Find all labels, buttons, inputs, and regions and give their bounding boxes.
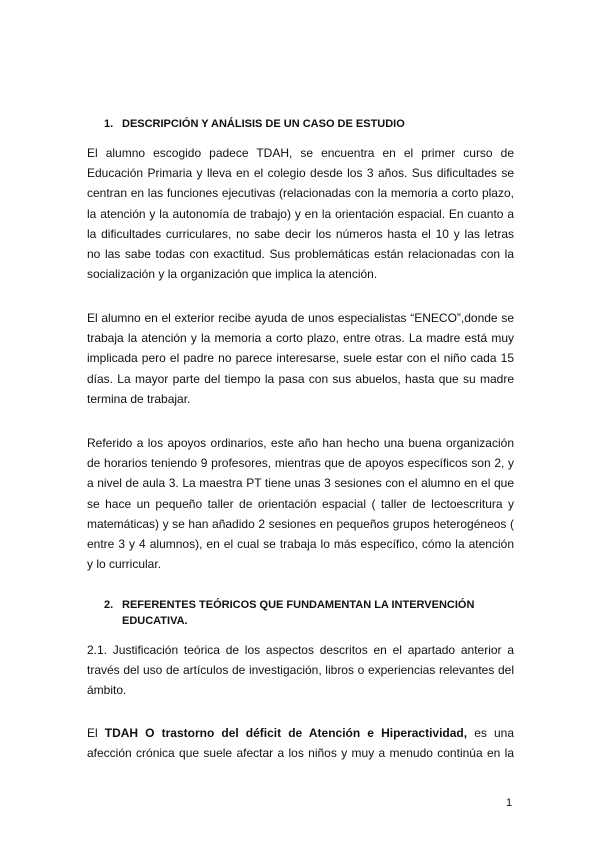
paragraph-1-line: la atención y la autonomía de trabajo) y en la orientación espacial. En cuanto a: [87, 206, 514, 221]
paragraph-1: [87, 143, 514, 284]
paragraph-1-line: no las sabe todas con exactitud. Sus problemáticas están relacionadas con la: [87, 247, 514, 262]
paragraph-3-line: y lo curricular.: [87, 557, 162, 572]
paragraph-5: [87, 723, 514, 763]
paragraph-2-line: termina de trabajar.: [87, 391, 191, 406]
section-2-title: REFERENTES TEÓRICOS QUE FUNDAMENTAN LA INTERVENCIÓN EDUCATIVA.: [122, 599, 475, 627]
section-1-number: 1.: [104, 118, 114, 130]
paragraph-5-line-2: afección crónica que suele afectar a los niños y muy a menudo continúa en la: [87, 746, 514, 761]
paragraph-1-line: Educación Primaria y lleva en el colegio desde los 3 años. Sus dificultades se: [87, 166, 514, 181]
paragraph-4-line: 2.1. Justificación teórica de los aspectos descritos en el apartado anterior a: [87, 643, 514, 657]
section-1-heading: [104, 116, 405, 132]
paragraph-3-line: a nivel de aula 3. La maestra PT tiene unas 3 sesiones con el alumno en el que: [87, 476, 514, 491]
paragraph-3-line: entre 3 y 4 alumnos), en el cual se trabaja lo más específico, cómo la atención: [87, 537, 514, 552]
paragraph-2-line: El alumno en el exterior recibe ayuda de unos especialistas “ENECO”,donde se: [87, 311, 514, 325]
page-number: 1: [506, 797, 513, 809]
paragraph-3-line: matemáticas) y se han añadido 2 sesiones en pequeños grupos heterogéneos (: [87, 516, 514, 531]
paragraph-3-line: se hace un pequeño taller de orientación espacial ( taller de lectoescritura y: [87, 496, 514, 511]
paragraph-1-line: socialización y la organización que implica la atención.: [87, 267, 378, 282]
section-1-title: DESCRIPCIÓN Y ANÁLISIS DE UN CASO DE ESTUDIO: [122, 118, 405, 130]
paragraph-4: [87, 640, 514, 701]
paragraph-2: [87, 308, 514, 409]
paragraph-3: [87, 433, 514, 574]
paragraph-4-line: ámbito.: [87, 683, 127, 698]
paragraph-2-line: trabaja la atención y la memoria a corto plazo, entre otras. La madre está muy: [87, 331, 514, 346]
paragraph-5-lead: El: [87, 726, 105, 740]
paragraph-3-line: Referido a los apoyos ordinarios, este año han hecho una buena organización: [87, 436, 514, 450]
paragraph-3-line: de horarios teniendo 9 profesores, mientras que de apoyos específicos son 2, y: [87, 456, 514, 471]
paragraph-2-line: implicada pero el padre no parece interesarse, suele estar con el niño cada 15: [87, 351, 514, 366]
paragraph-1-line: centran en las funciones ejecutivas (relacionadas con la memoria a corto plazo,: [87, 186, 514, 201]
section-2-heading: [104, 597, 484, 629]
paragraph-1-line: la dificultades curriculares, no sabe decir los números hasta el 10 y las letras: [87, 226, 514, 241]
paragraph-1-line: El alumno escogido padece TDAH, se encuentra en el primer curso de: [87, 146, 514, 160]
paragraph-5-rest: es una: [467, 726, 514, 740]
section-2-number: 2.: [104, 599, 114, 611]
paragraph-5-bold-term: TDAH O trastorno del déficit de Atención e Hiperactividad,: [104, 726, 468, 740]
paragraph-4-line: través del uso de artículos de investigación, libros o experiencias relevantes del: [87, 663, 514, 678]
paragraph-2-line: días. La mayor parte del tiempo la pasa con sus abuelos, hasta que su madre: [87, 371, 514, 386]
paragraph-5-line-1: [87, 723, 514, 743]
